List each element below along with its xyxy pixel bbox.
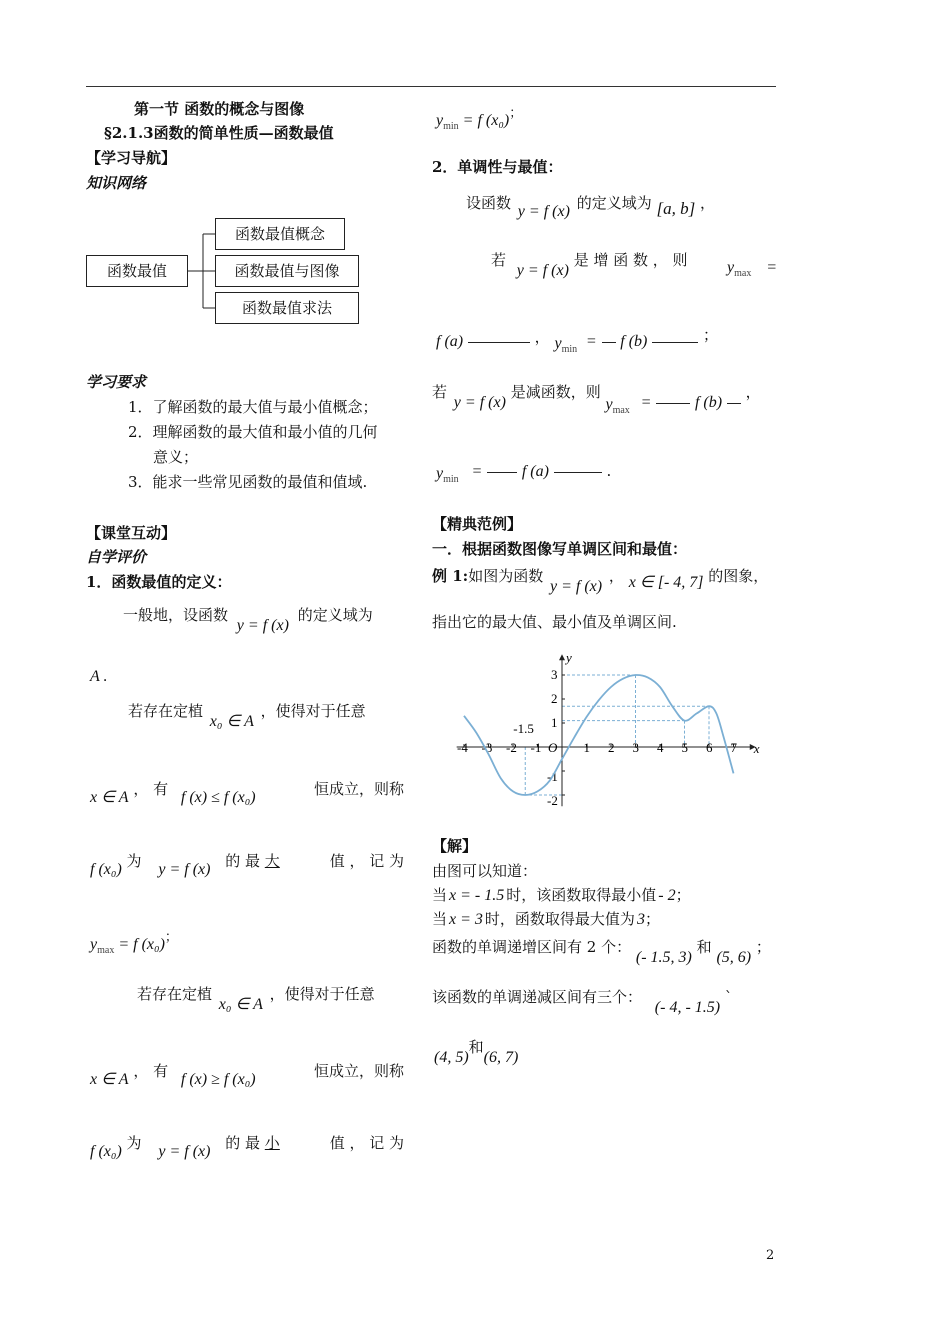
def-text: 一般地，设函数	[123, 606, 229, 624]
max-end: ；	[164, 929, 178, 944]
ymin-formula	[436, 105, 523, 132]
decreasing-intervals-text: 该函数的单调递减区间有三个：	[432, 988, 643, 1006]
min-inequality: f (x) ≥ f (x₀)	[180, 1071, 256, 1088]
def-line-1	[123, 604, 373, 634]
blank-line	[554, 472, 602, 473]
example-domain: x ∈ [- 4, 7]	[628, 574, 704, 591]
x-tick-label: 3	[632, 740, 639, 755]
min-text: 时，该函数取得最小值	[506, 886, 657, 904]
x-tick-label: 4	[657, 740, 664, 755]
mono-line-2	[491, 249, 777, 279]
y-symbol: y	[554, 335, 562, 352]
x-tick-label: -1	[530, 740, 542, 755]
network-heading: 知识网络	[86, 174, 147, 192]
self-eval-heading: 自学评价	[86, 548, 147, 566]
max-inequality: f (x) ≤ f (x₀)	[180, 789, 256, 806]
y-tick-label: 2	[551, 691, 558, 706]
blank-line	[487, 472, 517, 473]
example-label: 例 1:	[432, 567, 469, 585]
period: .	[606, 462, 612, 480]
max-word: 大	[264, 852, 280, 870]
max-fx0: f (x₀)	[90, 861, 122, 878]
max-subscript: max	[734, 268, 752, 279]
max-value: 3	[636, 911, 645, 928]
diagram-node-method: 函数最值求法	[215, 292, 359, 324]
x-tick-label: 2	[608, 740, 615, 755]
solution-line-5	[432, 986, 733, 1016]
diagram-connectors	[0, 0, 420, 340]
mono-tail: 的定义域为	[576, 194, 652, 212]
decreasing-interval: (- 4, - 1.5)	[654, 999, 721, 1016]
requirement-item: 2．理解函数的最大值和最小值的几何	[128, 423, 378, 441]
semicolon: ；	[702, 326, 718, 344]
example-function: y = f (x)	[550, 578, 603, 595]
and-text: 和	[468, 1038, 484, 1056]
mono-text: 设函数	[466, 194, 512, 212]
decreasing-ymin	[436, 465, 459, 485]
max-text: 时，函数取得最大值为	[484, 910, 635, 928]
solution-line-1: 由图可以知道：	[432, 862, 538, 880]
min-wei: 为	[126, 1134, 142, 1152]
solution-line-3	[432, 908, 660, 929]
section-title: 第一节 函数的概念与图像	[134, 100, 305, 118]
min-de-zui: 的 最	[225, 1134, 261, 1152]
max-tail: ，使得对于任意	[260, 702, 366, 720]
increasing-ymax-equals: =	[766, 259, 777, 276]
x-tick-label: 5	[681, 740, 688, 755]
max-subscript: max	[612, 405, 630, 416]
increasing-interval: (- 1.5, 3)	[635, 949, 692, 966]
increasing-function: y = f (x)	[516, 262, 569, 279]
x-tick-label: 6	[706, 740, 713, 755]
annotation-label: -1.5	[513, 721, 534, 736]
decreasing-max-value: f (b)	[694, 394, 723, 411]
max-text: 若存在定植	[128, 702, 204, 720]
requirement-item: 3．能求一些常见函数的最值和值域.	[128, 473, 368, 491]
max-line-1	[128, 700, 366, 730]
min-function: y = f (x)	[158, 1143, 211, 1160]
max-equals: = f (x₀)	[118, 936, 165, 953]
x-tick-label: -2	[506, 740, 517, 755]
min-text: 若存在定植	[137, 985, 213, 1003]
decreasing-text: 是减函数，则	[510, 383, 601, 401]
mono-interval: [a, b]	[656, 199, 696, 218]
solution-line-6	[434, 1036, 519, 1066]
y-tick-label: 3	[551, 667, 558, 682]
y-tick-label: -1	[547, 769, 558, 784]
monotonic-heading: 2．单调性与最值：	[432, 158, 563, 176]
y-symbol: y	[605, 396, 613, 413]
max-formula	[90, 929, 178, 956]
def-tail: 的定义域为	[297, 606, 373, 624]
mono-end: ，	[700, 194, 716, 212]
min-x-in-A: x ∈ A	[90, 1071, 129, 1088]
increasing-text: 是 增 函 数 ， 则	[573, 251, 688, 269]
backtick: `	[724, 988, 733, 1006]
when-text: 当	[432, 910, 448, 928]
y-symbol: y	[436, 112, 444, 129]
blank-line	[468, 342, 530, 343]
equals-sign: =	[640, 394, 652, 411]
blank-line	[602, 342, 616, 343]
semicolon: ；	[644, 910, 660, 928]
y-symbol: y	[90, 936, 98, 953]
decreasing-interval: (4, 5)	[434, 1049, 469, 1066]
min-word: 小	[264, 1134, 280, 1152]
diagram-node-graph: 函数最值与图像	[215, 255, 359, 287]
min-x0: x₀ ∈ A	[218, 996, 263, 1013]
max-x-in-A: x ∈ A	[90, 789, 129, 806]
max-claim: 恒成立，则称	[313, 780, 404, 798]
solution-line-2	[432, 884, 691, 905]
increasing-ymin	[554, 335, 578, 355]
decreasing-ymax	[605, 396, 630, 416]
max-line-3	[90, 850, 404, 878]
x-tick-label: 1	[583, 740, 590, 755]
solution-heading: 【解】	[432, 837, 478, 855]
requirement-item: 意义；	[153, 448, 199, 466]
min-subscript: min	[561, 344, 578, 355]
example-1-line-2: 指出它的最大值、最小值及单调区间.	[432, 613, 677, 631]
x-tick-label: 7	[730, 740, 737, 755]
diagram-root: 函数最值	[86, 255, 188, 287]
min-subscript: min	[443, 121, 459, 132]
semicolon: ；	[755, 938, 771, 956]
x-axis-label: x	[753, 741, 760, 756]
min-line-1	[137, 983, 375, 1013]
decreasing-min-value: f (a)	[521, 463, 549, 480]
max-ji-wei: 值 ， 记 为	[329, 852, 404, 870]
max-x-value: x = 3	[449, 911, 483, 928]
max-you: ， 有	[133, 780, 169, 798]
max-wei: 为	[126, 852, 142, 870]
max-de-zui: 的 最	[225, 852, 261, 870]
section-one-heading: 一．根据函数图像写单调区间和最值：	[432, 540, 688, 558]
function-graph	[436, 636, 766, 816]
max-line-2	[90, 778, 404, 806]
mono-line-3	[436, 326, 718, 355]
decreasing-function: y = f (x)	[453, 394, 506, 411]
mono-line-4	[432, 381, 777, 416]
solution-line-4	[432, 936, 771, 966]
blank-line	[656, 403, 690, 404]
y-axis-label: y	[566, 650, 572, 666]
lesson-title: §2.1.3函数的简单性质—函数最值	[104, 124, 334, 142]
def-function: y = f (x)	[236, 617, 289, 634]
min-tail: ，使得对于任意	[269, 985, 375, 1003]
min-subscript: min	[443, 474, 459, 485]
ymin-end: ；	[509, 105, 523, 120]
blank-line	[652, 342, 698, 343]
decreasing-interval: (6, 7)	[483, 1049, 519, 1066]
y-tick-label: -2	[547, 793, 558, 808]
x-tick-label: O	[548, 740, 558, 755]
examples-heading: 【精典范例】	[432, 515, 523, 533]
y-symbol: y	[727, 259, 735, 276]
comma: ，	[534, 328, 550, 346]
min-fx0: f (x₀)	[90, 1143, 122, 1160]
def-domain: A .	[90, 668, 108, 685]
decreasing-if: 若	[432, 383, 448, 401]
min-you: ， 有	[133, 1062, 169, 1080]
y-symbol: y	[436, 465, 444, 482]
y-axis-arrow	[559, 654, 565, 660]
increasing-min-value: f (b)	[620, 333, 648, 350]
equals-sign: =	[471, 463, 483, 480]
example-text: 如图为函数	[468, 567, 544, 585]
max-function: y = f (x)	[158, 861, 211, 878]
requirement-item: 1．了解函数的最大值与最小值概念；	[128, 398, 378, 416]
increasing-intervals-text: 函数的单调递增区间有 2 个：	[432, 938, 632, 956]
function-curve	[464, 675, 734, 795]
min-line-3	[90, 1132, 404, 1160]
min-claim: 恒成立，则称	[313, 1062, 404, 1080]
min-ji-wei: 值 ， 记 为	[329, 1134, 404, 1152]
increasing-interval: (5, 6)	[716, 949, 752, 966]
definition-heading: 1．函数最值的定义：	[86, 573, 232, 591]
example-tail: 的图象，	[708, 567, 769, 585]
interaction-heading: 【课堂互动】	[86, 524, 177, 542]
when-text: 当	[432, 886, 448, 904]
requirements-heading: 学习要求	[86, 373, 147, 391]
ymin-equals: = f (x₀)	[462, 112, 510, 129]
comma: ，	[608, 567, 624, 585]
y-tick-label: 1	[551, 715, 558, 730]
semicolon: ；	[675, 886, 691, 904]
x-tick-label: -3	[481, 740, 493, 755]
min-value: - 2	[658, 887, 676, 904]
comma: ，	[745, 383, 761, 401]
example-1-line-1	[432, 565, 769, 595]
guide-heading: 【学习导航】	[86, 149, 177, 167]
x-tick-label: -4	[457, 740, 468, 755]
diagram-node-concept: 函数最值概念	[215, 218, 345, 250]
mono-function: y = f (x)	[517, 203, 570, 220]
mono-line-5	[436, 462, 611, 483]
min-line-2	[90, 1060, 404, 1088]
equals-sign: =	[585, 333, 597, 350]
max-x0: x₀ ∈ A	[209, 713, 254, 730]
blank-line	[727, 403, 741, 404]
max-subscript: max	[97, 945, 115, 956]
mono-line-1	[466, 192, 716, 220]
page-number: 2	[766, 1248, 775, 1263]
min-x-value: x = - 1.5	[449, 887, 505, 904]
increasing-if: 若	[491, 251, 507, 269]
increasing-ymax	[727, 259, 751, 279]
increasing-max-value: f (a)	[436, 333, 464, 350]
and-text: 和	[696, 938, 712, 956]
